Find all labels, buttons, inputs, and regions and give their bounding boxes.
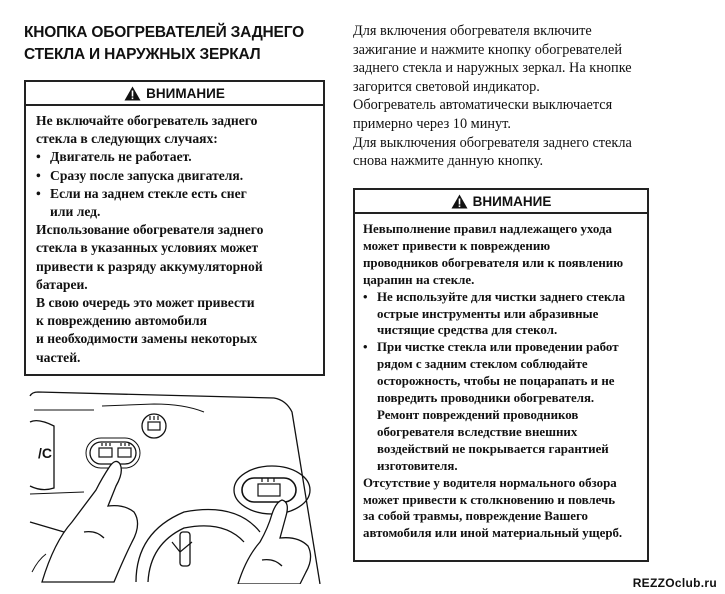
warning-bullet: • Сразу после запуска двигателя. <box>36 167 313 185</box>
warning-triangle-icon <box>124 86 141 101</box>
instruction-text <box>353 22 683 171</box>
warning-bullet-continuation: рядом с задним стеклом соблюдайте <box>377 357 588 372</box>
instruction-line: Для включения обогревателя включите <box>353 23 592 39</box>
warning-header-right <box>355 190 647 214</box>
warning-outro-line: автомобиля или иной материальный ущерб. <box>363 526 623 541</box>
warning-bullet: • При чистке стекла или проведении работ <box>363 339 638 356</box>
section-title-line-1: КНОПКА ОБОГРЕВАТЕЛЕЙ ЗАДНЕГО <box>24 24 304 41</box>
instruction-line: загорится световой индикатор. <box>353 78 540 95</box>
warning-bullet: • Если на заднем стекле есть снег <box>36 185 313 203</box>
warning-paragraph-line: привести к разряду аккумуляторной <box>36 258 263 274</box>
panel-label: /C <box>38 445 52 461</box>
instruction-line: зажигание и нажмите кнопку обогревателей <box>353 41 622 58</box>
warning-paragraph-line: В свою очередь это может привести <box>36 295 255 311</box>
warning-heading-left: ВНИМАНИЕ <box>146 85 225 101</box>
warning-bullet-continuation: воздействий не покрывается гарантией <box>377 441 609 456</box>
instruction-line: заднего стекла и наружных зеркал. На кнопке <box>353 60 632 77</box>
warning-intro-line: царапин на стекле. <box>363 272 475 287</box>
warning-bullet-continuation: чистящие средства для стекол. <box>377 323 558 338</box>
warning-outro-line: Отсутствие у водителя нормального обзора <box>363 475 617 490</box>
warning-heading-right: ВНИМАНИЕ <box>472 193 552 209</box>
warning-body-right <box>355 214 647 542</box>
warning-paragraph-line: стекла в указанных условиях может <box>36 240 259 256</box>
warning-bullet: • Не используйте для чистки заднего стекла <box>363 289 638 306</box>
warning-intro-line: проводников обогревателя или к появлению <box>363 255 624 270</box>
warning-intro-line: Не включайте обогреватель заднего <box>36 113 258 128</box>
warning-bullet-continuation: острые инструменты или абразивные <box>377 306 599 321</box>
warning-intro-line: Невыполнение правил надлежащего ухода <box>363 222 612 236</box>
warning-bullet-continuation: или лед. <box>50 204 101 220</box>
dashboard-drawing <box>24 382 324 584</box>
instruction-line: Для выключения обогревателя заднего стекла <box>353 134 632 151</box>
warning-header-left <box>26 82 323 106</box>
section-title <box>24 22 324 66</box>
warning-triangle-icon <box>451 194 468 209</box>
warning-bullet-continuation: осторожность, чтобы не поцарапать и не <box>377 374 615 389</box>
warning-bullet-continuation: Ремонт повреждений проводников <box>377 407 579 422</box>
instruction-line: Обогреватель автоматически выключается <box>353 97 613 114</box>
warning-bullet: • Двигатель не работает. <box>36 148 313 166</box>
warning-paragraph-line: Использование обогревателя заднего <box>36 222 264 238</box>
watermark: REZZOclub.ru <box>632 576 717 590</box>
warning-body-left <box>26 106 323 367</box>
warning-intro-line: стекла в следующих случаях: <box>36 131 218 147</box>
warning-intro-line: может привести к повреждению <box>363 238 551 253</box>
warning-outro-line: может привести к столкновению и повлечь <box>363 492 616 507</box>
dashboard-illustration <box>24 382 324 584</box>
warning-paragraph-line: частей. <box>36 349 81 365</box>
instruction-line: примерно через 10 минут. <box>353 115 511 132</box>
warning-paragraph-line: к повреждению автомобиля <box>36 313 207 329</box>
warning-box-right <box>353 188 649 562</box>
warning-bullet-continuation: изготовителя. <box>377 458 458 473</box>
warning-outro-line: за собой травмы, повреждение Вашего <box>363 509 588 524</box>
warning-paragraph-line: батареи. <box>36 276 88 292</box>
instruction-line: снова нажмите данную кнопку. <box>353 153 544 170</box>
warning-paragraph-line: и необходимости замены некоторых <box>36 331 258 347</box>
warning-bullet-continuation: повредить проводники обогревателя. <box>377 391 595 406</box>
section-title-line-2: СТЕКЛА И НАРУЖНЫХ ЗЕРКАЛ <box>24 46 261 63</box>
warning-box-left <box>24 80 325 376</box>
warning-bullet-continuation: обогревателя вследствие внешних <box>377 424 578 439</box>
